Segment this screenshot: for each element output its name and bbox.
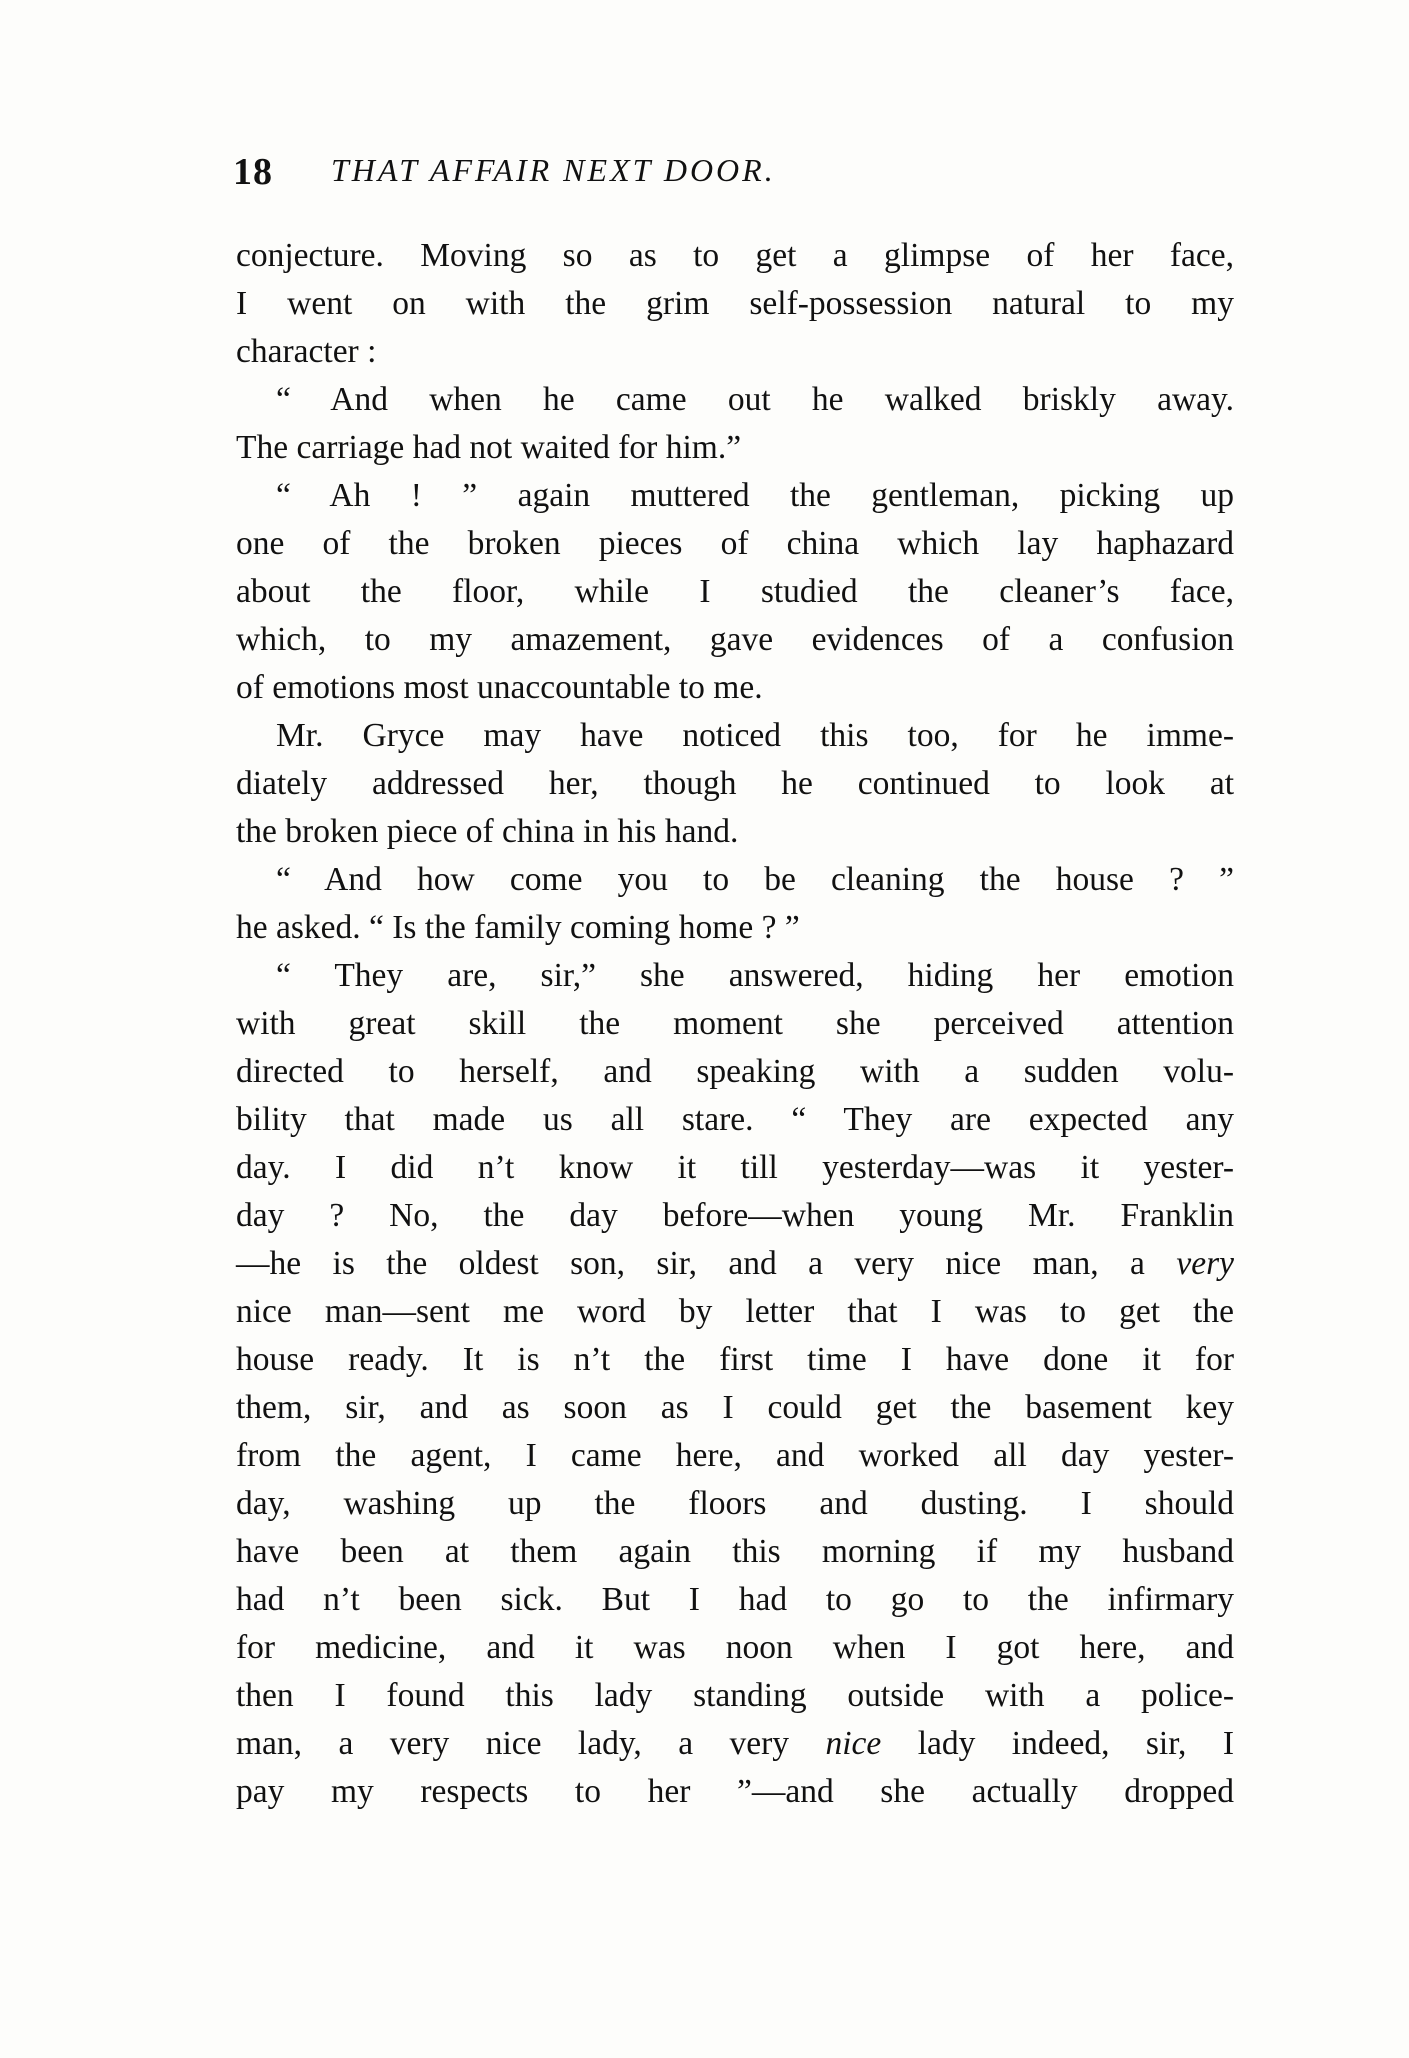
text-line: one of the broken pieces of china which lay haphazard	[236, 525, 1234, 562]
text-line: pay my respects to her ”—and she actually dropped	[236, 1773, 1234, 1810]
italic-word: very	[1176, 1245, 1234, 1282]
text-line: day. I did n’t know it till yesterday—was it yester-	[236, 1149, 1234, 1186]
text-line: house ready. It is n’t the first time I have done it for	[236, 1341, 1234, 1378]
page-number: 18	[233, 151, 273, 193]
text-segment: —he is the oldest son, sir, and a very nice man, a	[236, 1245, 1145, 1282]
running-head	[233, 150, 1233, 200]
text-line: “ Ah ! ” again muttered the gentleman, picking up	[276, 477, 1234, 514]
text-line: The carriage had not waited for him.”	[236, 429, 742, 466]
text-line: nice man—sent me word by letter that I was to get the	[236, 1293, 1234, 1330]
text-line: of emotions most unaccountable to me.	[236, 669, 763, 706]
body-text	[236, 232, 1234, 1816]
text-line: character :	[236, 333, 377, 370]
text-line: have been at them again this morning if my husband	[236, 1533, 1234, 1570]
text-line: “ And when he came out he walked briskly away.	[276, 381, 1234, 418]
text-line: day ? No, the day before—when young Mr. Franklin	[236, 1197, 1234, 1234]
text-segment: man, a very nice lady, a very	[236, 1725, 790, 1762]
text-line: day, washing up the floors and dusting. I should	[236, 1485, 1234, 1522]
text-line: which, to my amazement, gave evidences of a confusion	[236, 621, 1234, 658]
text-line: for medicine, and it was noon when I got here, and	[236, 1629, 1234, 1666]
text-line: them, sir, and as soon as I could get the basement key	[236, 1389, 1234, 1426]
text-line: about the floor, while I studied the cleaner’s face,	[236, 573, 1234, 610]
text-line: the broken piece of china in his hand.	[236, 813, 739, 850]
text-line: I went on with the grim self-possession natural to my	[236, 285, 1234, 322]
text-line: directed to herself, and speaking with a sudden volu-	[236, 1053, 1234, 1090]
text-line: bility that made us all stare. “ They are expected any	[236, 1101, 1234, 1138]
text-line: “ And how come you to be cleaning the house ? ”	[276, 861, 1234, 898]
text-line: with great skill the moment she perceived attention	[236, 1005, 1234, 1042]
text-line	[236, 1240, 1234, 1288]
text-line: Mr. Gryce may have noticed this too, for he imme-	[276, 717, 1234, 754]
text-line: had n’t been sick. But I had to go to the infirmary	[236, 1581, 1234, 1618]
text-line: diately addressed her, though he continued to look at	[236, 765, 1234, 802]
text-line: from the agent, I came here, and worked all day yester-	[236, 1437, 1234, 1474]
running-title: THAT AFFAIR NEXT DOOR.	[331, 152, 776, 188]
text-line	[236, 1720, 1234, 1768]
italic-word: nice	[825, 1725, 882, 1762]
text-line: “ They are, sir,” she answered, hiding her emotion	[276, 957, 1234, 994]
text-line: he asked. “ Is the family coming home ? ”	[236, 909, 800, 946]
text-line: conjecture. Moving so as to get a glimpse of her face,	[236, 237, 1234, 274]
text-line: then I found this lady standing outside with a police-	[236, 1677, 1234, 1714]
text-segment: lady indeed, sir, I	[917, 1725, 1234, 1762]
